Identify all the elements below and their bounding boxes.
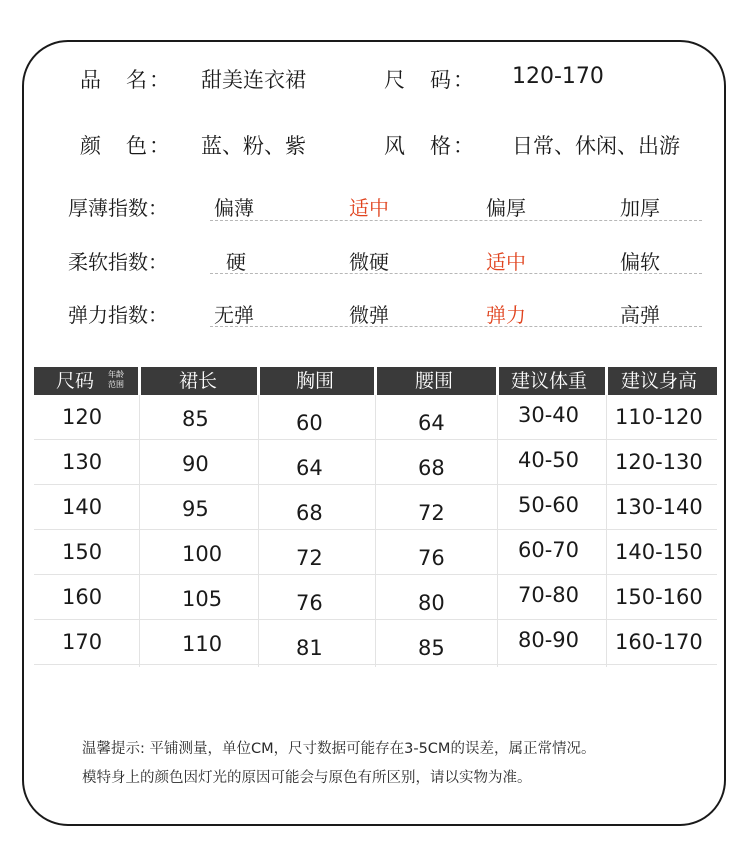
color-value: 蓝、粉、紫 <box>201 134 306 158</box>
cell-size: 150 <box>62 540 103 564</box>
header-size-note-1: 年龄 <box>108 370 124 379</box>
cell-waist: 85 <box>418 636 445 660</box>
size-range-label: 尺 码： <box>384 68 476 92</box>
thickness-index-label: 厚薄指数： <box>68 196 168 220</box>
row-divider <box>34 484 717 485</box>
cell-chest: 68 <box>296 501 323 525</box>
cell-length: 90 <box>182 452 209 476</box>
row-divider <box>34 664 717 665</box>
cell-weight: 60-70 <box>518 538 580 562</box>
header-weight: 建议体重 <box>499 367 605 395</box>
name-value: 甜美连衣裙 <box>201 68 306 92</box>
softness-index-label: 柔软指数： <box>68 250 168 274</box>
style-label: 风 格： <box>384 134 476 158</box>
cell-size: 140 <box>62 495 103 519</box>
note-line-1: 温馨提示: 平铺测量，单位CM，尺寸数据可能存在3-5CM的误差，属正常情况。 <box>82 741 596 757</box>
cell-length: 85 <box>182 407 209 431</box>
softness-option-slightly-hard: 微硬 <box>349 250 389 274</box>
thickness-option-medium: 适中 <box>349 196 389 220</box>
thickness-option-thin: 偏薄 <box>214 196 254 220</box>
cell-height: 150-160 <box>615 585 703 609</box>
thickness-divider <box>210 220 702 221</box>
column-divider <box>606 395 607 667</box>
cell-height: 120-130 <box>615 450 703 474</box>
header-chest: 胸围 <box>260 367 374 395</box>
elasticity-option-none: 无弹 <box>214 303 254 327</box>
cell-length: 105 <box>182 587 223 611</box>
cell-chest: 76 <box>296 591 323 615</box>
softness-option-hard: 硬 <box>226 250 246 274</box>
row-divider <box>34 439 717 440</box>
elasticity-index-label: 弹力指数： <box>68 303 168 327</box>
header-waist: 腰围 <box>377 367 496 395</box>
cell-height: 140-150 <box>615 540 703 564</box>
cell-height: 110-120 <box>615 405 703 429</box>
thickness-option-thick: 偏厚 <box>486 196 526 220</box>
elasticity-divider <box>210 326 702 327</box>
header-size-label: 尺码 <box>56 370 95 392</box>
cell-waist: 64 <box>418 411 445 435</box>
color-label: 颜 色： <box>80 134 172 158</box>
cell-size: 170 <box>62 630 103 654</box>
cell-chest: 72 <box>296 546 323 570</box>
cell-size: 130 <box>62 450 103 474</box>
elasticity-option-high: 高弹 <box>620 303 660 327</box>
softness-option-soft: 偏软 <box>620 250 660 274</box>
cell-height: 160-170 <box>615 630 703 654</box>
cell-size: 160 <box>62 585 103 609</box>
cell-size: 120 <box>62 405 103 429</box>
column-divider <box>375 395 376 667</box>
elasticity-option-slight: 微弹 <box>349 303 389 327</box>
cell-weight: 80-90 <box>518 628 580 652</box>
style-value: 日常、休闲、出游 <box>512 134 680 158</box>
cell-waist: 76 <box>418 546 445 570</box>
header-size-note-2: 范围 <box>108 380 124 389</box>
note-line-2: 模特身上的颜色因灯光的原因可能会与原色有所区别，请以实物为准。 <box>82 770 532 786</box>
cell-height: 130-140 <box>615 495 703 519</box>
cell-waist: 80 <box>418 591 445 615</box>
cell-waist: 72 <box>418 501 445 525</box>
name-label: 品 名： <box>80 68 172 92</box>
cell-chest: 64 <box>296 456 323 480</box>
header-size <box>34 367 138 395</box>
column-divider <box>139 395 140 667</box>
cell-waist: 68 <box>418 456 445 480</box>
header-height: 建议身高 <box>608 367 717 395</box>
cell-weight: 30-40 <box>518 403 580 427</box>
cell-length: 100 <box>182 542 223 566</box>
header-length: 裙长 <box>141 367 257 395</box>
row-divider <box>34 619 717 620</box>
row-divider <box>34 529 717 530</box>
cell-weight: 40-50 <box>518 448 580 472</box>
cell-weight: 70-80 <box>518 583 580 607</box>
column-divider <box>497 395 498 667</box>
column-divider <box>258 395 259 667</box>
softness-divider <box>210 273 702 274</box>
cell-chest: 60 <box>296 411 323 435</box>
cell-chest: 81 <box>296 636 323 660</box>
cell-length: 95 <box>182 497 209 521</box>
cell-length: 110 <box>182 632 223 656</box>
elasticity-option-stretch: 弹力 <box>486 303 526 327</box>
thickness-option-extra-thick: 加厚 <box>620 196 660 220</box>
row-divider <box>34 574 717 575</box>
cell-weight: 50-60 <box>518 493 580 517</box>
size-range-value: 120-170 <box>512 64 604 89</box>
softness-option-medium: 适中 <box>486 250 526 274</box>
